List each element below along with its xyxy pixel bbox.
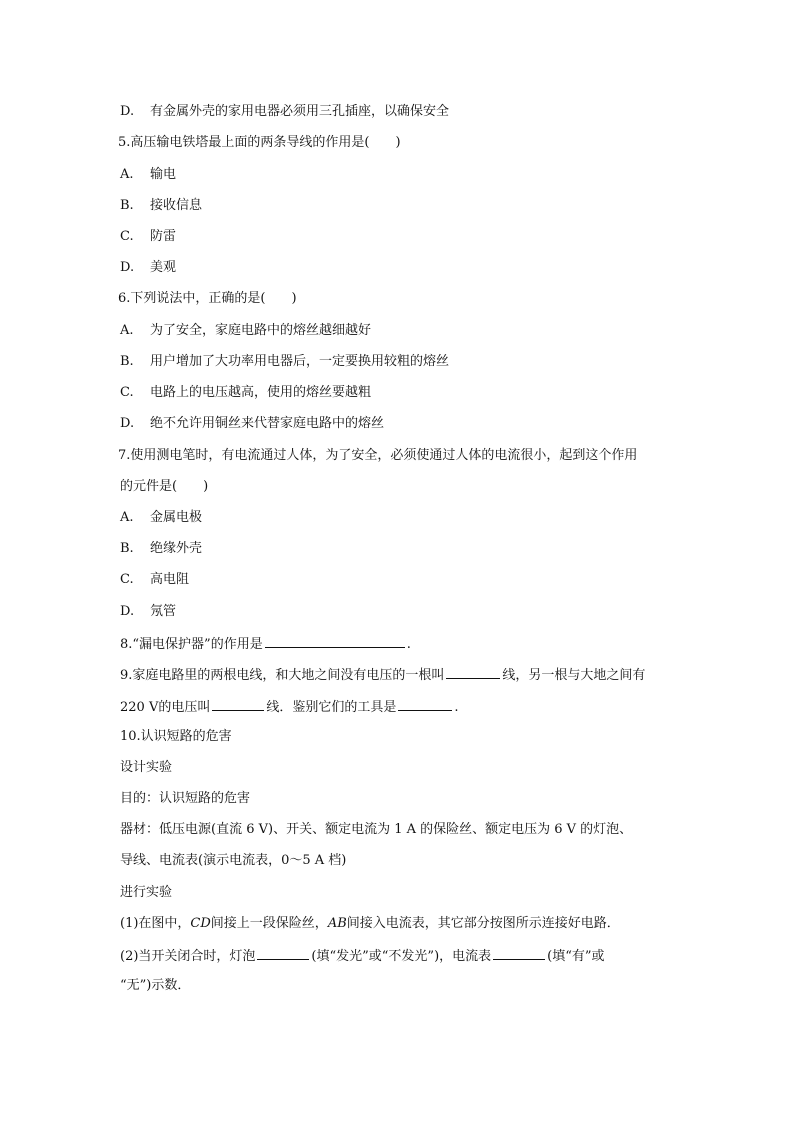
- q9-blank-live[interactable]: [212, 696, 264, 711]
- q10-design-heading: 设计实验: [120, 760, 173, 775]
- step-text: (2)当开关闭合时，灯泡: [120, 949, 256, 964]
- option-key: C.: [120, 572, 134, 587]
- q10-procedure-heading: 进行实验: [120, 885, 173, 900]
- q9-text: 9.家庭电路里的两根电线，和大地之间没有电压的一根叫: [120, 668, 445, 683]
- option-text: 防雷: [150, 229, 177, 244]
- option-text: 美观: [150, 260, 177, 275]
- q6-option-d: [120, 414, 384, 434]
- option-text: 有金属外壳的家用电器必须用三孔插座，以确保安全: [150, 104, 450, 119]
- option-key: C.: [120, 385, 134, 400]
- option-key: B.: [120, 198, 134, 213]
- q5-option-c: [120, 227, 176, 247]
- q9-text: 线，另一根与大地之间有: [502, 668, 646, 683]
- q9-line1: [120, 664, 645, 684]
- q9-text: 线．鉴别它们的工具是: [266, 700, 397, 715]
- step-text: 间接上一段保险丝，: [210, 916, 328, 931]
- option-key: D.: [120, 604, 135, 619]
- q6-option-c: [120, 383, 371, 403]
- q10-materials-line1: 器材：低压电源(直流 6 V)、开关、额定电流为 1 A 的保险丝、额定电压为 6 V 的灯泡、: [120, 822, 633, 837]
- q5-option-b: [120, 196, 202, 216]
- q6-option-a: [120, 321, 371, 341]
- q8-line: [120, 633, 411, 653]
- q8-answer-blank[interactable]: [265, 633, 405, 648]
- label-cd: CD: [190, 916, 211, 931]
- option-text: 绝缘外壳: [150, 541, 203, 556]
- q7-option-a: [120, 508, 202, 528]
- q7-option-c: [120, 570, 189, 590]
- option-key: D.: [120, 416, 135, 431]
- option-text: 绝不允许用铜丝来代替家庭电路中的熔丝: [150, 416, 385, 431]
- option-key: D.: [120, 260, 135, 275]
- q7-stem-line1: 7.使用测电笔时，有电流通过人体，为了安全，必须使通过人体的电流很小，起到这个作用: [118, 448, 638, 463]
- q10-blank-bulb[interactable]: [257, 945, 309, 960]
- step-text: 间接入电流表，其它部分按图所示连接好电路．: [346, 916, 620, 931]
- q10-step1: [120, 914, 620, 934]
- option-key: B.: [120, 541, 134, 556]
- option-text: 氖管: [150, 604, 177, 619]
- step-text: (填“有”或: [547, 949, 605, 964]
- label-ab: AB: [327, 916, 347, 931]
- q7-option-b: [120, 539, 202, 559]
- option-text: 为了安全，家庭电路中的熔丝越细越好: [150, 323, 372, 338]
- q6-stem: 6.下列说法中，正确的是( ): [118, 291, 297, 306]
- option-key: B.: [120, 354, 134, 369]
- q5-option-a: [120, 165, 176, 185]
- option-text: 金属电极: [150, 510, 203, 525]
- option-key: C.: [120, 229, 134, 244]
- step-text: (1)在图中，: [120, 916, 191, 931]
- q10-purpose: 目的：认识短路的危害: [120, 791, 251, 806]
- option-key: A.: [120, 323, 134, 338]
- q6-option-b: [120, 352, 449, 372]
- option-key: D.: [120, 104, 135, 119]
- q9-blank-neutral[interactable]: [446, 664, 500, 679]
- q10-blank-ammeter[interactable]: [493, 945, 545, 960]
- option-key: A.: [120, 167, 134, 182]
- step-text: (填“发光”或“不发光”)，电流表: [311, 949, 492, 964]
- q8-text: 8.“漏电保护器”的作用是: [120, 637, 263, 652]
- q10-step2: [120, 945, 605, 965]
- q10-step2-cont: “无”)示数．: [120, 978, 191, 993]
- q4-option-d: [120, 102, 449, 122]
- option-text: 输电: [150, 167, 177, 182]
- q5-stem: 5.高压输电铁塔最上面的两条导线的作用是( ): [118, 135, 401, 150]
- q7-option-d: [120, 602, 176, 622]
- option-text: 接收信息: [150, 198, 203, 213]
- q7-stem-line2: 的元件是( ): [120, 479, 209, 494]
- q10-materials-line2: 导线、电流表(演示电流表，0～5 A 档): [120, 853, 347, 868]
- q5-option-d: [120, 258, 176, 278]
- option-text: 电路上的电压越高，使用的熔丝要越粗: [150, 385, 372, 400]
- option-key: A.: [120, 510, 134, 525]
- option-text: 高电阻: [150, 572, 190, 587]
- q9-period: .: [454, 700, 459, 715]
- q9-blank-tool[interactable]: [398, 696, 452, 711]
- q9-text: 220 V的电压叫: [120, 700, 211, 715]
- q10-title: 10.认识短路的危害: [120, 729, 232, 744]
- q9-line2: [120, 696, 459, 716]
- q8-period: .: [406, 637, 411, 652]
- option-text: 用户增加了大功率用电器后，一定要换用较粗的熔丝: [150, 354, 450, 369]
